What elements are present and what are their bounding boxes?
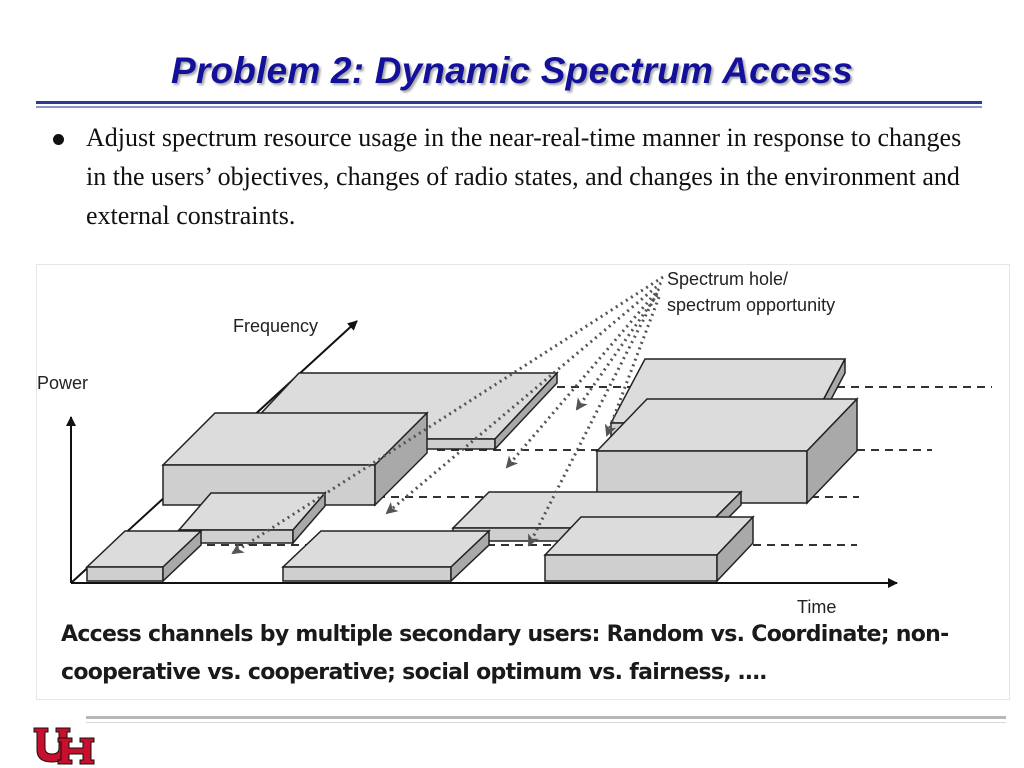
footer-divider-thin	[86, 722, 1006, 723]
title-divider	[36, 101, 982, 104]
power-label: Power	[37, 373, 89, 393]
spectrum-hole-label: Spectrum hole/	[667, 269, 789, 289]
bullet-dot-icon	[53, 134, 64, 145]
footer-divider	[86, 716, 1006, 719]
uh-logo-icon	[32, 724, 96, 766]
block-left-tall	[163, 413, 427, 505]
block-front-right	[545, 517, 753, 581]
bullet-item	[44, 118, 974, 235]
bullet-text: Adjust spectrum resource usage in the near-real-time manner in response to changes in the users’ objectives, changes of radio states, and changes in the environment and external constraints.	[86, 123, 962, 230]
figure-caption: Access channels by multiple secondary users: Random vs. Coordinate; non-cooperative vs. cooperative; social optimum vs. fairness, ….	[61, 622, 949, 685]
block-front-left	[87, 531, 201, 581]
block-right-tall	[597, 399, 857, 503]
frequency-label: Frequency	[233, 316, 319, 336]
slide-title: Problem 2: Dynamic Spectrum Access	[171, 50, 853, 91]
occupied-blocks	[87, 359, 857, 581]
spectrum-figure	[36, 264, 1010, 700]
title-divider-thin	[36, 106, 982, 108]
time-label: Time	[797, 597, 837, 617]
block-front-center	[283, 531, 489, 581]
spectrum-opportunity-label: spectrum opportunity	[667, 295, 836, 315]
